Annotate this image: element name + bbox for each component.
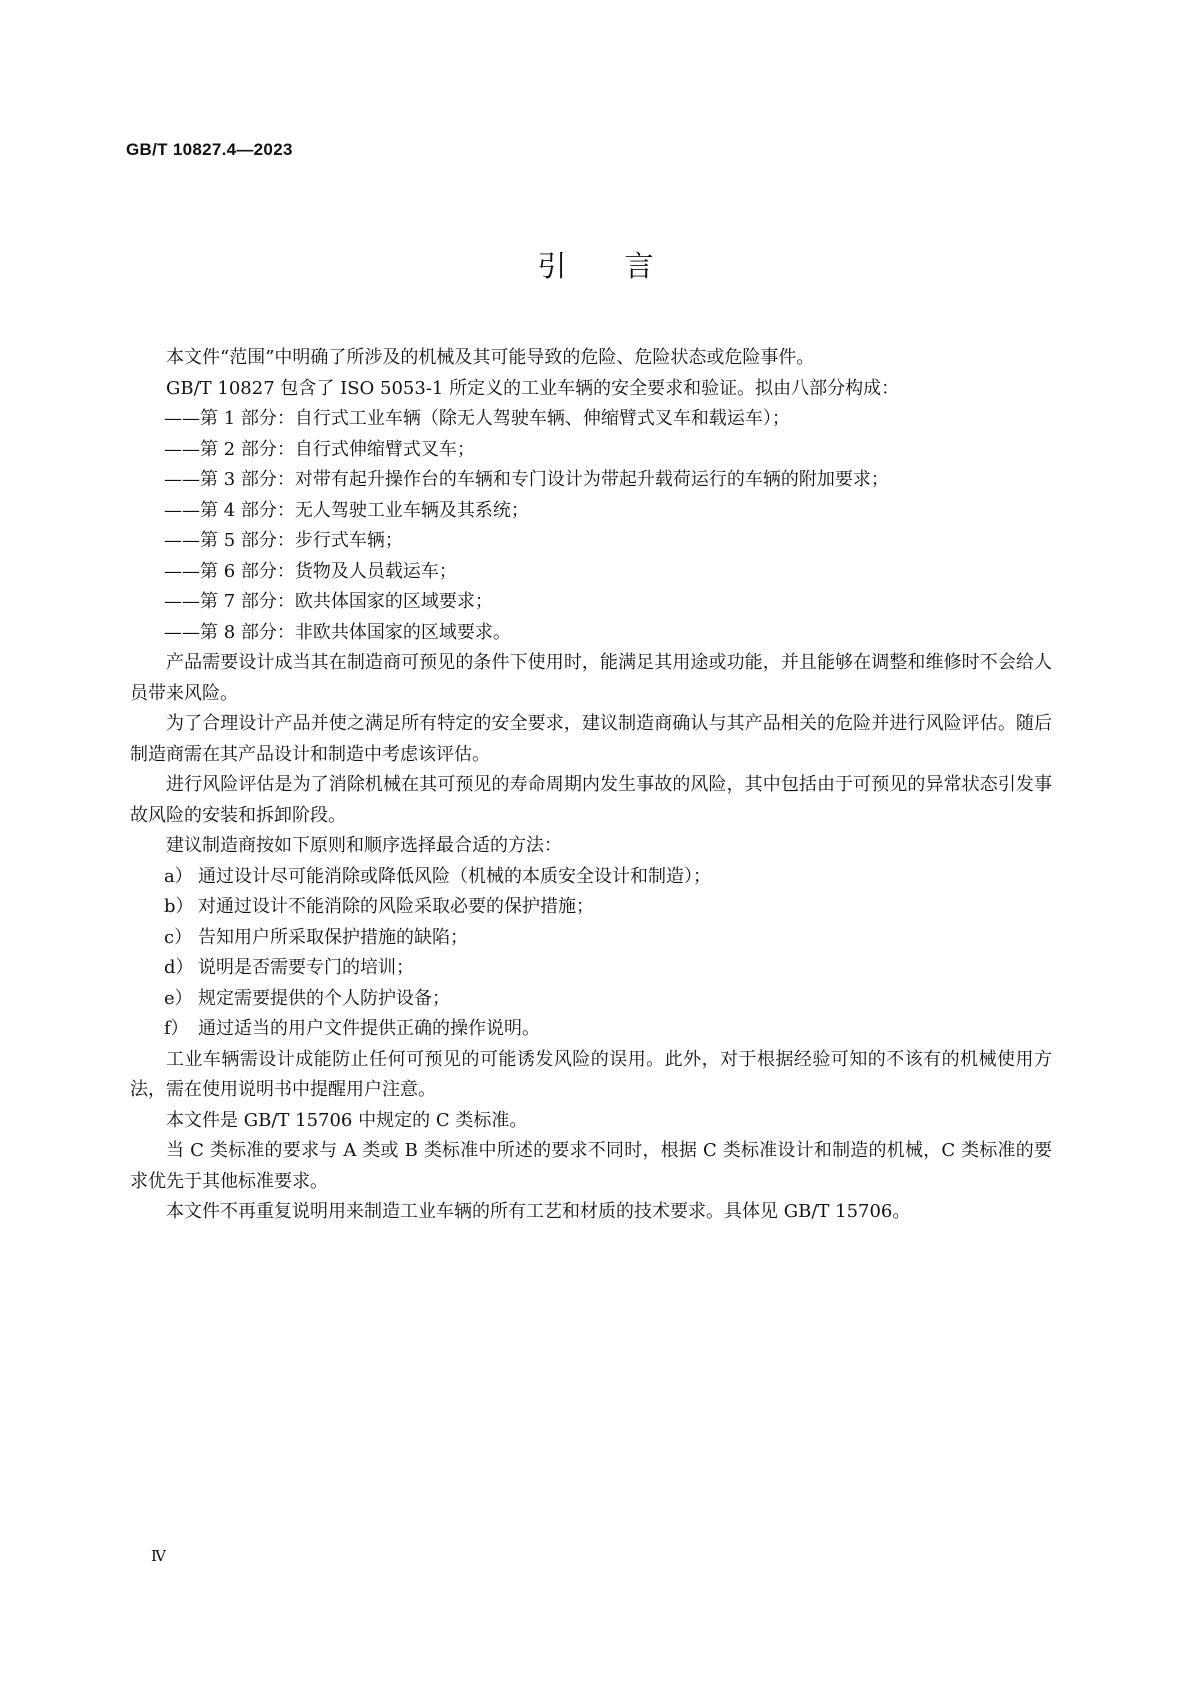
paragraph: 当 C 类标准的要求与 A 类或 B 类标准中所述的要求不同时，根据 C 类标准设计和制造的机械，C 类标准的要求优先于其他标准要求。 — [130, 1140, 1052, 1192]
standard-number: GB/T 10827.4—2023 — [126, 140, 293, 159]
list-item-text: 通过适当的用户文件提供正确的操作说明。 — [198, 1018, 540, 1039]
list-item: ——第 7 部分：欧共体国家的区域要求； — [164, 591, 493, 612]
paragraph: 本文件是 GB/T 15706 中规定的 C 类标准。 — [166, 1109, 528, 1131]
list-item-label: a） — [164, 865, 193, 887]
list-item-label: b） — [164, 896, 194, 917]
list-item — [164, 892, 1052, 923]
document-body — [130, 343, 1052, 1228]
list-item-label: f） — [164, 1018, 189, 1039]
parts-list — [164, 404, 1052, 648]
page-number: Ⅳ — [151, 1547, 166, 1565]
list-item — [164, 1014, 1052, 1045]
list-item-text: 告知用户所采取保护措施的缺陷； — [198, 926, 468, 948]
paragraph: GB/T 10827 包含了 ISO 5053-1 所定义的工业车辆的安全要求和验证。拟由八部分构成： — [166, 377, 900, 399]
page-title: 引 言 — [537, 249, 654, 283]
list-item-label: d） — [164, 957, 194, 978]
list-item-label: c） — [164, 926, 193, 948]
list-item: ——第 3 部分：对带有起升操作台的车辆和专门设计为带起升载荷运行的车辆的附加要求； — [164, 469, 889, 490]
list-item: ——第 1 部分：自行式工业车辆（除无人驾驶车辆、伸缩臂式叉车和载运车）； — [164, 408, 790, 429]
list-item — [164, 923, 1052, 954]
list-item: ——第 5 部分：步行式车辆； — [164, 530, 403, 551]
list-item-text: 说明是否需要专门的培训； — [198, 957, 414, 978]
paragraph: 为了合理设计产品并使之满足所有特定的安全要求，建议制造商确认与其产品相关的危险并进行风险评估。随后制造商需在其产品设计和制造中考虑该评估。 — [130, 713, 1052, 765]
paragraph: 产品需要设计成当其在制造商可预见的条件下使用时，能满足其用途或功能，并且能够在调整和维修时不会给人员带来风险。 — [130, 652, 1052, 704]
list-item-text: 通过设计尽可能消除或降低风险（机械的本质安全设计和制造）； — [198, 865, 711, 887]
list-item: ——第 8 部分：非欧共体国家的区域要求。 — [164, 621, 511, 643]
paragraph: 建议制造商按如下原则和顺序选择最合适的方法： — [166, 835, 562, 856]
list-item — [164, 953, 1052, 984]
paragraph: 本文件不再重复说明用来制造工业车辆的所有工艺和材质的技术要求。具体见 GB/T 15706。 — [166, 1201, 911, 1222]
paragraph: 进行风险评估是为了消除机械在其可预见的寿命周期内发生事故的风险，其中包括由于可预见的异常状态引发事故风险的安装和拆卸阶段。 — [130, 774, 1052, 826]
list-item: ——第 6 部分：货物及人员载运车； — [164, 560, 457, 582]
list-item-text: 规定需要提供的个人防护设备； — [198, 987, 450, 1009]
list-item — [164, 984, 1052, 1015]
list-item-label: e） — [164, 987, 193, 1009]
paragraph: 本文件“范围”中明确了所涉及的机械及其可能导致的危险、危险状态或危险事件。 — [166, 347, 815, 368]
list-item — [164, 862, 1052, 893]
methods-list — [164, 862, 1052, 1045]
list-item: ——第 4 部分：无人驾驶工业车辆及其系统； — [164, 499, 529, 521]
paragraph: 工业车辆需设计成能防止任何可预见的可能诱发风险的误用。此外，对于根据经验可知的不该有的机械使用方法，需在使用说明书中提醒用户注意。 — [130, 1048, 1052, 1100]
list-item-text: 对通过设计不能消除的风险采取必要的保护措施； — [198, 896, 594, 917]
list-item: ——第 2 部分：自行式伸缩臂式叉车； — [164, 438, 475, 460]
